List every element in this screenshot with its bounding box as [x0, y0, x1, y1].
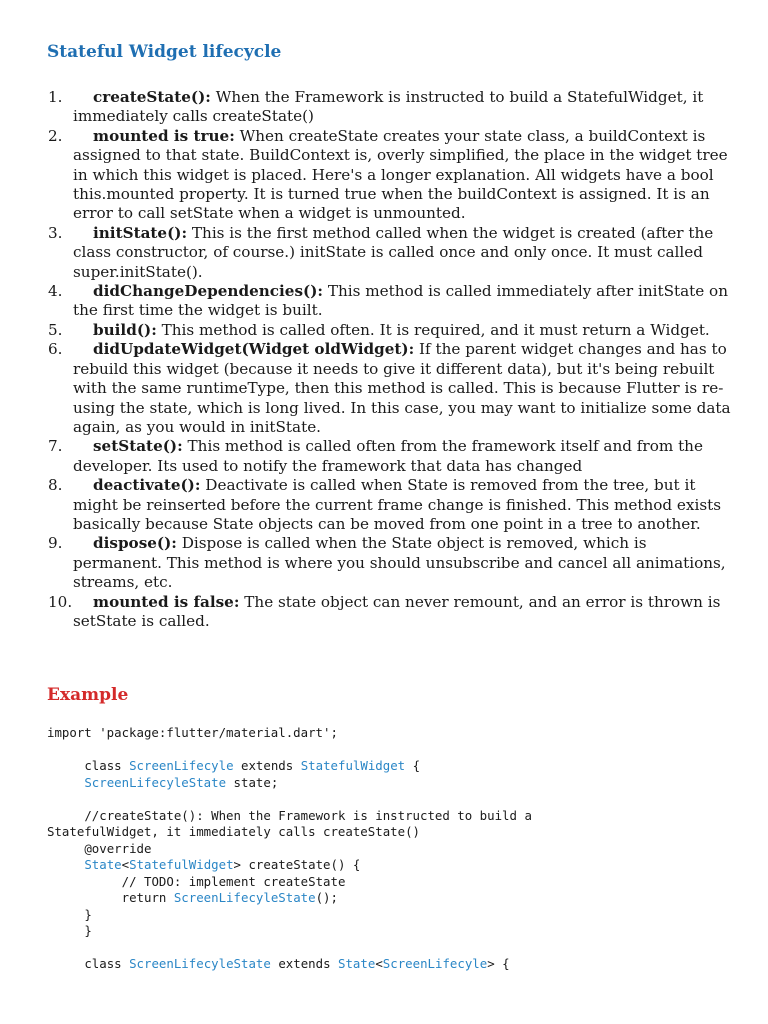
- item-title: mounted is false:: [93, 592, 240, 611]
- item-text: Dispose is called when the State object is removed, which is permanent. This method is where you should unsubscribe and cancel all animations, streams, etc.: [73, 534, 726, 592]
- item-text: If the parent widget changes and has to rebuild this widget (because it needs to give it different data), but it's being rebuilt with the same runtimeType, then this method is called. This is because Flutter is re-using the state, which is long lived. In this case, you may want to initialize some data again, as you would in initState.: [73, 340, 731, 436]
- item-title: didUpdateWidget(Widget oldWidget):: [93, 340, 415, 359]
- item-number: 2.: [48, 126, 63, 145]
- item-title: deactivate():: [93, 476, 201, 495]
- list-item: [48, 593, 738, 632]
- code-class-name: ScreenLifecyle: [129, 758, 234, 773]
- code-type-name: State: [338, 956, 376, 971]
- list-item: [48, 88, 738, 127]
- item-number: 7.: [48, 437, 63, 456]
- item-title: initState():: [93, 223, 188, 242]
- code-type-name: State: [84, 857, 122, 872]
- item-number: 4.: [48, 282, 63, 301]
- item-text: This method is called often. It is required, and it must return a Widget.: [156, 320, 710, 339]
- code-type-name: StatefulWidget: [129, 857, 234, 872]
- code-type-name: ScreenLifecyleState: [173, 890, 316, 905]
- code-punct: <: [121, 857, 130, 872]
- list-item: [48, 321, 738, 340]
- code-type-name: ScreenLifecyleState: [84, 774, 227, 790]
- list-item: [48, 340, 738, 437]
- code-punct: >: [487, 956, 495, 971]
- code-keyword: class: [84, 956, 122, 971]
- code-brace: }: [84, 906, 92, 922]
- example-heading: Example: [47, 685, 129, 705]
- code-keyword: extends: [278, 956, 331, 971]
- code-import-line: import 'package:flutter/material.dart';: [47, 725, 338, 740]
- code-class-name: ScreenLifecyleState: [129, 956, 271, 971]
- item-number: 3.: [48, 223, 63, 242]
- item-number: 1.: [48, 88, 63, 106]
- item-title: build():: [93, 320, 157, 339]
- item-number: 6.: [48, 340, 63, 359]
- item-number: 8.: [48, 476, 63, 495]
- code-type-name: ScreenLifecyle: [382, 956, 488, 971]
- code-method-signature: > createState() {: [233, 857, 361, 872]
- item-title: mounted is true:: [93, 126, 235, 145]
- item-text: This method is called immediately after initState on the first time the widget is built.: [73, 282, 728, 320]
- code-brace: {: [502, 956, 510, 971]
- item-title: didChangeDependencies():: [93, 282, 323, 301]
- item-text: This is the first method called when the widget is created (after the class constructor, of course.) initState is called once and only once. It must called super.initState().: [73, 223, 714, 281]
- code-keyword: return: [121, 890, 167, 905]
- list-item: [48, 224, 738, 282]
- item-title: createState():: [93, 88, 211, 106]
- code-annotation: @override: [84, 840, 152, 856]
- section-heading: Stateful Widget lifecycle: [47, 42, 282, 62]
- item-number: 10.: [48, 592, 73, 611]
- item-text: When the Framework is instructed to build a StatefulWidget, it immediately calls createState(): [73, 88, 704, 126]
- code-punct: <: [375, 956, 383, 971]
- list-item: [48, 127, 738, 224]
- code-keyword: extends: [241, 758, 294, 773]
- code-brace: {: [412, 758, 421, 773]
- code-comment: StatefulWidget, it immediately calls createState(): [47, 824, 420, 839]
- item-text: Deactivate is called when State is removed from the tree, but it might be reinserted before the current frame change is finished. This method exists basically because State objects can be moved from one point in a tree to another.: [73, 476, 722, 533]
- code-type-name: StatefulWidget: [300, 758, 406, 773]
- code-comment: //createState(): When the Framework is instructed to build a: [84, 807, 532, 823]
- item-number: 9.: [48, 534, 63, 553]
- code-comment: // TODO: implement createState: [121, 873, 346, 889]
- item-text: This method is called often from the framework itself and from the developer. Its used to notify the framework that data has changed: [73, 437, 703, 475]
- lifecycle-list: [48, 88, 738, 631]
- code-punct: ();: [315, 890, 338, 905]
- item-number: 5.: [48, 320, 63, 339]
- item-text: When createState creates your state class, a buildContext is assigned to that state. BuildContext is, overly simplified, the place in the widget tree in which this widget is placed. Here's a longer explanation. All widgets have a bool this.mounted property. It is turned true when the buildContext is assigned. It is an error to call setState when a widget is unmounted.: [73, 126, 728, 223]
- list-item: [48, 476, 738, 534]
- code-brace: }: [84, 923, 92, 938]
- code-keyword: class: [84, 758, 122, 773]
- code-block: [47, 725, 532, 973]
- item-title: dispose():: [93, 534, 177, 553]
- code-field: state;: [226, 774, 279, 790]
- list-item: [48, 282, 738, 321]
- item-title: setState():: [93, 437, 183, 456]
- list-item: [48, 534, 738, 592]
- item-text: The state object can never remount, and an error is thrown is setState is called.: [73, 592, 721, 630]
- list-item: [48, 437, 738, 476]
